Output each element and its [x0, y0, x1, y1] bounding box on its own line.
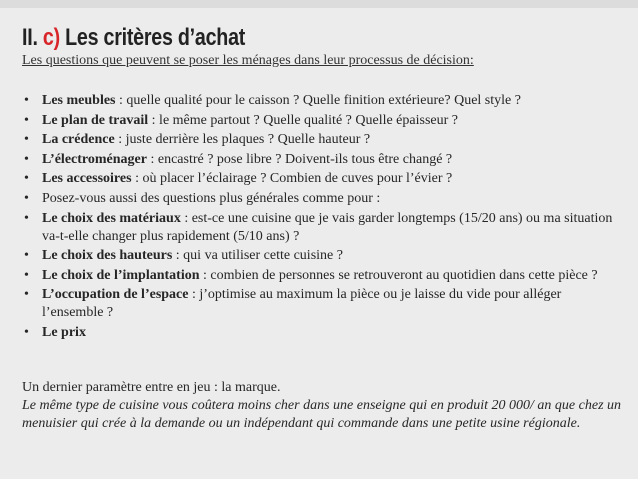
slide-title [22, 24, 245, 52]
title-prefix: II. [22, 24, 38, 51]
list-item [22, 210, 622, 246]
list-item [22, 170, 622, 188]
list-item [22, 247, 622, 265]
footer-note [22, 379, 622, 433]
item-keyword: L’électroménager [42, 151, 147, 167]
item-keyword: Le plan de travail [42, 112, 149, 128]
item-text: : quelle qualité pour le caisson ? Quelle finition extérieure? Quel style ? [115, 93, 521, 108]
item-text: : est-ce une cuisine que je vais garder longtemps (15/20 ans) ou ma situation va-t-elle changer plus rapidement (5/10 ans) ? [42, 210, 613, 244]
item-keyword: Le prix [42, 324, 86, 340]
list-item [22, 324, 622, 342]
item-text: : j’optimise au maximum la pièce ou je laisse du vide pour alléger l’ensemble ? [42, 287, 562, 321]
list-item [22, 92, 622, 110]
list-item [22, 286, 622, 322]
list-item [22, 190, 622, 208]
item-text: : juste derrière les plaques ? Quelle hauteur ? [114, 132, 371, 148]
item-keyword: La crédence [42, 132, 115, 148]
item-keyword: Les accessoires [42, 171, 132, 187]
item-text: : où placer l’éclairage ? Combien de cuves pour l’évier ? [131, 171, 453, 187]
item-text: : qui va utiliser cette cuisine ? [172, 248, 343, 264]
item-keyword: L’occupation de l’espace [42, 287, 189, 303]
item-text: : le même partout ? Quelle qualité ? Quelle épaisseur ? [148, 112, 458, 128]
list-item [22, 151, 622, 169]
item-text: : combien de personnes se retrouveront au quotidien dans cette pièce ? [199, 267, 598, 283]
item-text: : encastré ? pose libre ? Doivent-ils tous être changé ? [146, 151, 453, 167]
list-item [22, 267, 622, 285]
list-item [22, 112, 622, 130]
top-decorative-strip [0, 0, 638, 8]
slide-subtitle: Les questions que peuvent se poser les ménages dans leur processus de décision: [22, 53, 474, 68]
criteria-list [22, 92, 622, 344]
list-item [22, 131, 622, 149]
title-accent: c) [42, 24, 60, 51]
brand-note: Un dernier paramètre entre en jeu : la marque. [22, 380, 281, 395]
item-keyword: Le choix de l’implantation [42, 267, 200, 283]
price-comparison-note: Le même type de cuisine vous coûtera moins cher dans une enseigne qui en produit 20 000/ an que chez un menuisier qui crée à la demande ou un indépendant qui commande dans une petite usine régionale. [22, 398, 622, 431]
item-keyword: Le choix des hauteurs [42, 248, 173, 264]
item-keyword: Le choix des matériaux [42, 210, 181, 226]
item-keyword: Les meubles [42, 93, 116, 108]
item-text: Posez-vous aussi des questions plus générales comme pour : [42, 190, 381, 206]
title-main: Les critères d’achat [65, 24, 246, 51]
